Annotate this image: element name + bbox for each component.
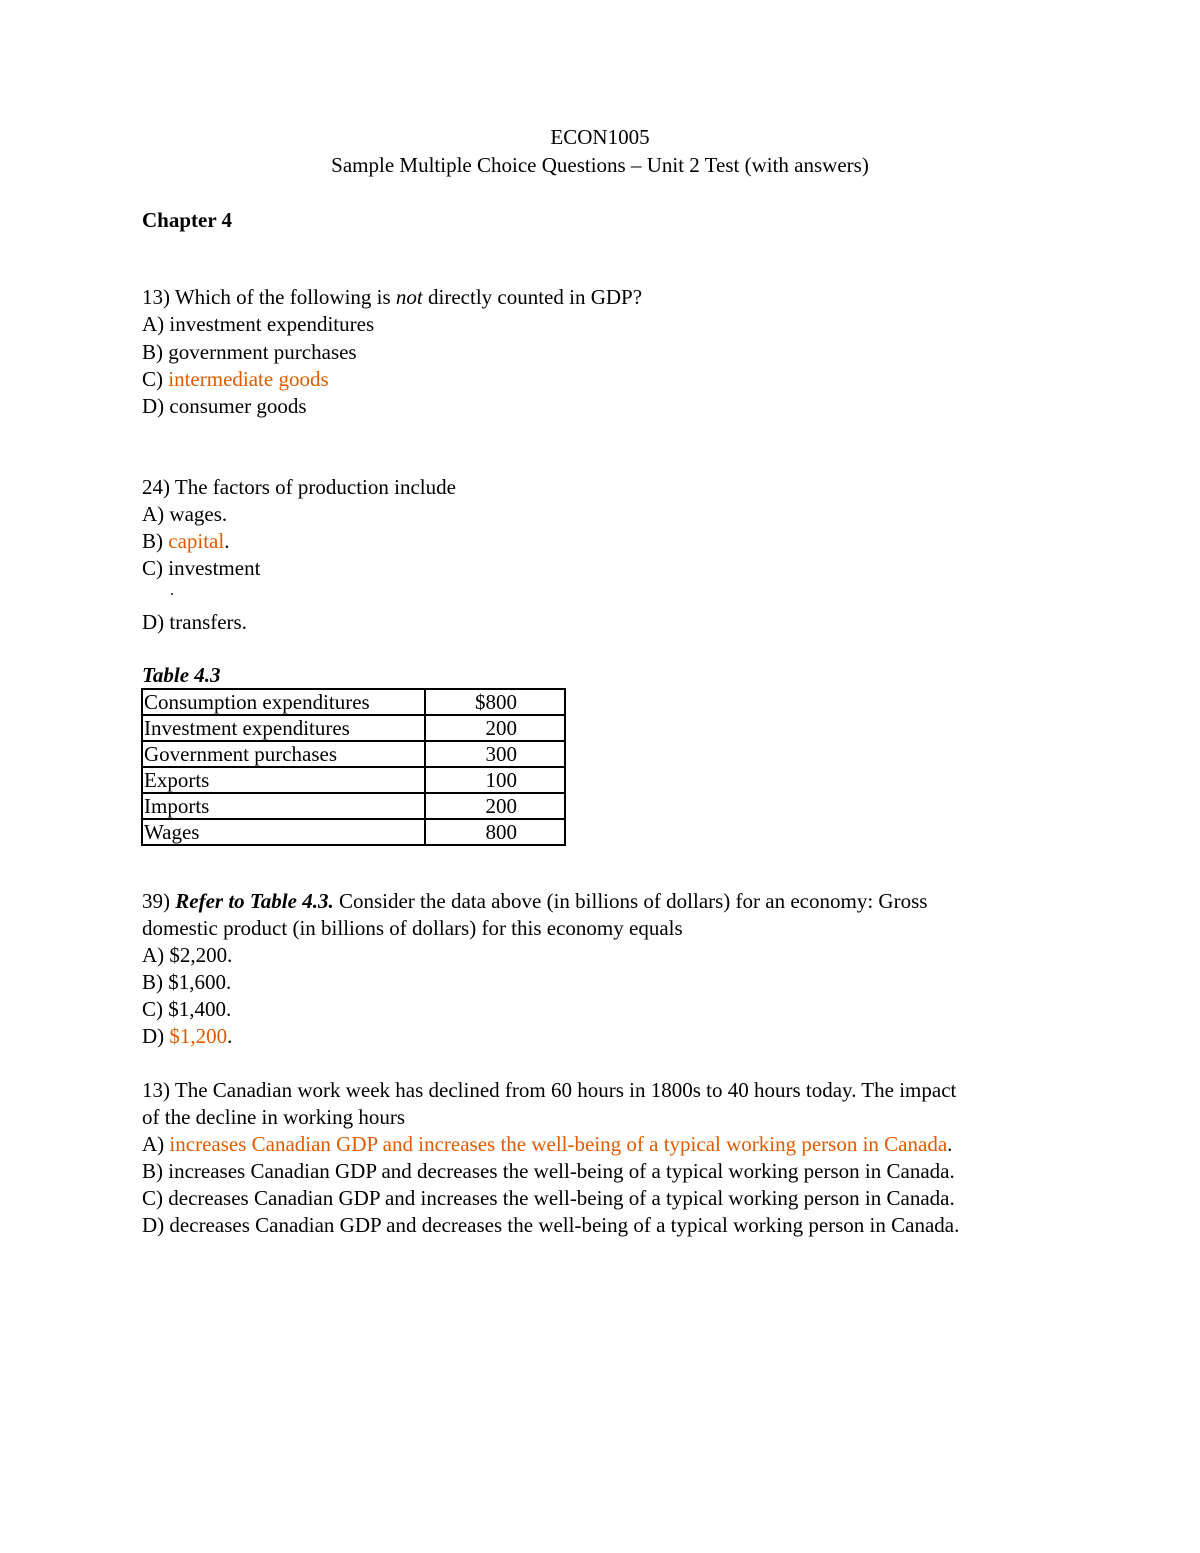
row-value: 300 — [425, 741, 565, 767]
option-letter: C) — [142, 997, 169, 1021]
option-letter: D) — [142, 1024, 170, 1048]
question-13-option-d — [142, 393, 307, 420]
question-24-stem: 24) The factors of production include — [142, 475, 456, 499]
data-table — [141, 688, 566, 846]
row-label: Imports — [142, 793, 425, 819]
stray-dot: . — [170, 582, 174, 599]
question-workweek-option-c — [142, 1185, 955, 1212]
chapter-heading: Chapter 4 — [142, 208, 233, 232]
option-letter: B) — [142, 1159, 169, 1183]
option-text: investment — [168, 556, 261, 580]
option-text: wages. — [169, 502, 228, 526]
option-text: consumer goods — [169, 394, 307, 418]
option-letter: A) — [142, 1132, 170, 1156]
option-letter: D) — [142, 1213, 170, 1237]
option-suffix: . — [227, 1024, 233, 1048]
option-letter: D) — [142, 394, 170, 418]
question-39-stem-line2: domestic product (in billions of dollars) for this economy equals — [142, 916, 683, 940]
question-13-option-b — [142, 339, 357, 366]
table-row — [142, 793, 565, 819]
table-row — [142, 767, 565, 793]
stem-text: 13) Which of the following is — [142, 285, 396, 309]
option-letter: A) — [142, 312, 170, 336]
stem-text: Consider the data above (in billions of dollars) for an economy: Gross — [333, 889, 928, 913]
row-value: 100 — [425, 767, 565, 793]
correct-answer-text: $1,200 — [169, 1024, 228, 1048]
row-value: 800 — [425, 819, 565, 845]
table-row — [142, 819, 565, 845]
table-row — [142, 715, 565, 741]
question-39-option-a — [142, 942, 232, 969]
option-letter: D) — [142, 610, 170, 634]
question-number: 39) — [142, 889, 176, 913]
question-39-stem-line1 — [142, 888, 927, 915]
row-label: Wages — [142, 819, 425, 845]
option-letter: A) — [142, 502, 170, 526]
question-workweek-option-a — [142, 1131, 952, 1158]
question-24-option-c — [142, 555, 260, 582]
option-letter: B) — [142, 340, 169, 364]
correct-answer-text: capital — [168, 529, 225, 553]
table-reference: Refer to Table 4.3. — [175, 889, 334, 913]
option-text: $1,400. — [168, 997, 232, 1021]
option-text: $1,600. — [168, 970, 232, 994]
option-suffix: . — [947, 1132, 953, 1156]
option-text: decreases Canadian GDP and increases the well-being of a typical working person in Canada. — [168, 1186, 955, 1210]
question-13-option-a — [142, 311, 374, 338]
question-workweek-option-d — [142, 1212, 959, 1239]
option-letter: B) — [142, 970, 169, 994]
question-workweek-stem-line2: of the decline in working hours — [142, 1105, 406, 1129]
document-subtitle: Sample Multiple Choice Questions – Unit 2 Test (with answers) — [331, 153, 869, 177]
question-13-stem — [142, 284, 642, 311]
option-text: government purchases — [168, 340, 357, 364]
row-label: Consumption expenditures — [142, 689, 425, 715]
question-24-option-a — [142, 501, 227, 528]
question-24-option-d — [142, 609, 247, 636]
correct-answer-text: intermediate goods — [168, 367, 329, 391]
row-value: $800 — [425, 689, 565, 715]
question-13-option-c — [142, 366, 329, 393]
option-letter: C) — [142, 367, 169, 391]
row-label: Investment expenditures — [142, 715, 425, 741]
row-label: Government purchases — [142, 741, 425, 767]
option-text: increases Canadian GDP and decreases the well-being of a typical working person in Canada. — [168, 1159, 955, 1183]
option-text: transfers. — [169, 610, 247, 634]
row-value: 200 — [425, 793, 565, 819]
option-letter: C) — [142, 1186, 169, 1210]
option-text: investment expenditures — [169, 312, 375, 336]
option-letter: A) — [142, 943, 170, 967]
question-workweek-stem-line1: 13) The Canadian work week has declined from 60 hours in 1800s to 40 hours today. The impact — [142, 1078, 957, 1102]
question-39-option-d — [142, 1023, 232, 1050]
table-row — [142, 741, 565, 767]
correct-answer-text: increases Canadian GDP and increases the well-being of a typical working person in Canada — [169, 1132, 948, 1156]
option-text: decreases Canadian GDP and decreases the well-being of a typical working person in Canada. — [169, 1213, 960, 1237]
stem-text: directly counted in GDP? — [422, 285, 643, 309]
row-label: Exports — [142, 767, 425, 793]
stem-emphasis: not — [395, 285, 423, 309]
question-39-option-b — [142, 969, 231, 996]
question-workweek-option-b — [142, 1158, 955, 1185]
option-letter: C) — [142, 556, 169, 580]
table-caption: Table 4.3 — [142, 663, 221, 687]
option-suffix: . — [224, 529, 230, 553]
question-39-option-c — [142, 996, 231, 1023]
option-letter: B) — [142, 529, 169, 553]
course-code: ECON1005 — [550, 125, 650, 149]
question-24-option-b — [142, 528, 229, 555]
table-row — [142, 689, 565, 715]
row-value: 200 — [425, 715, 565, 741]
option-text: $2,200. — [169, 943, 233, 967]
